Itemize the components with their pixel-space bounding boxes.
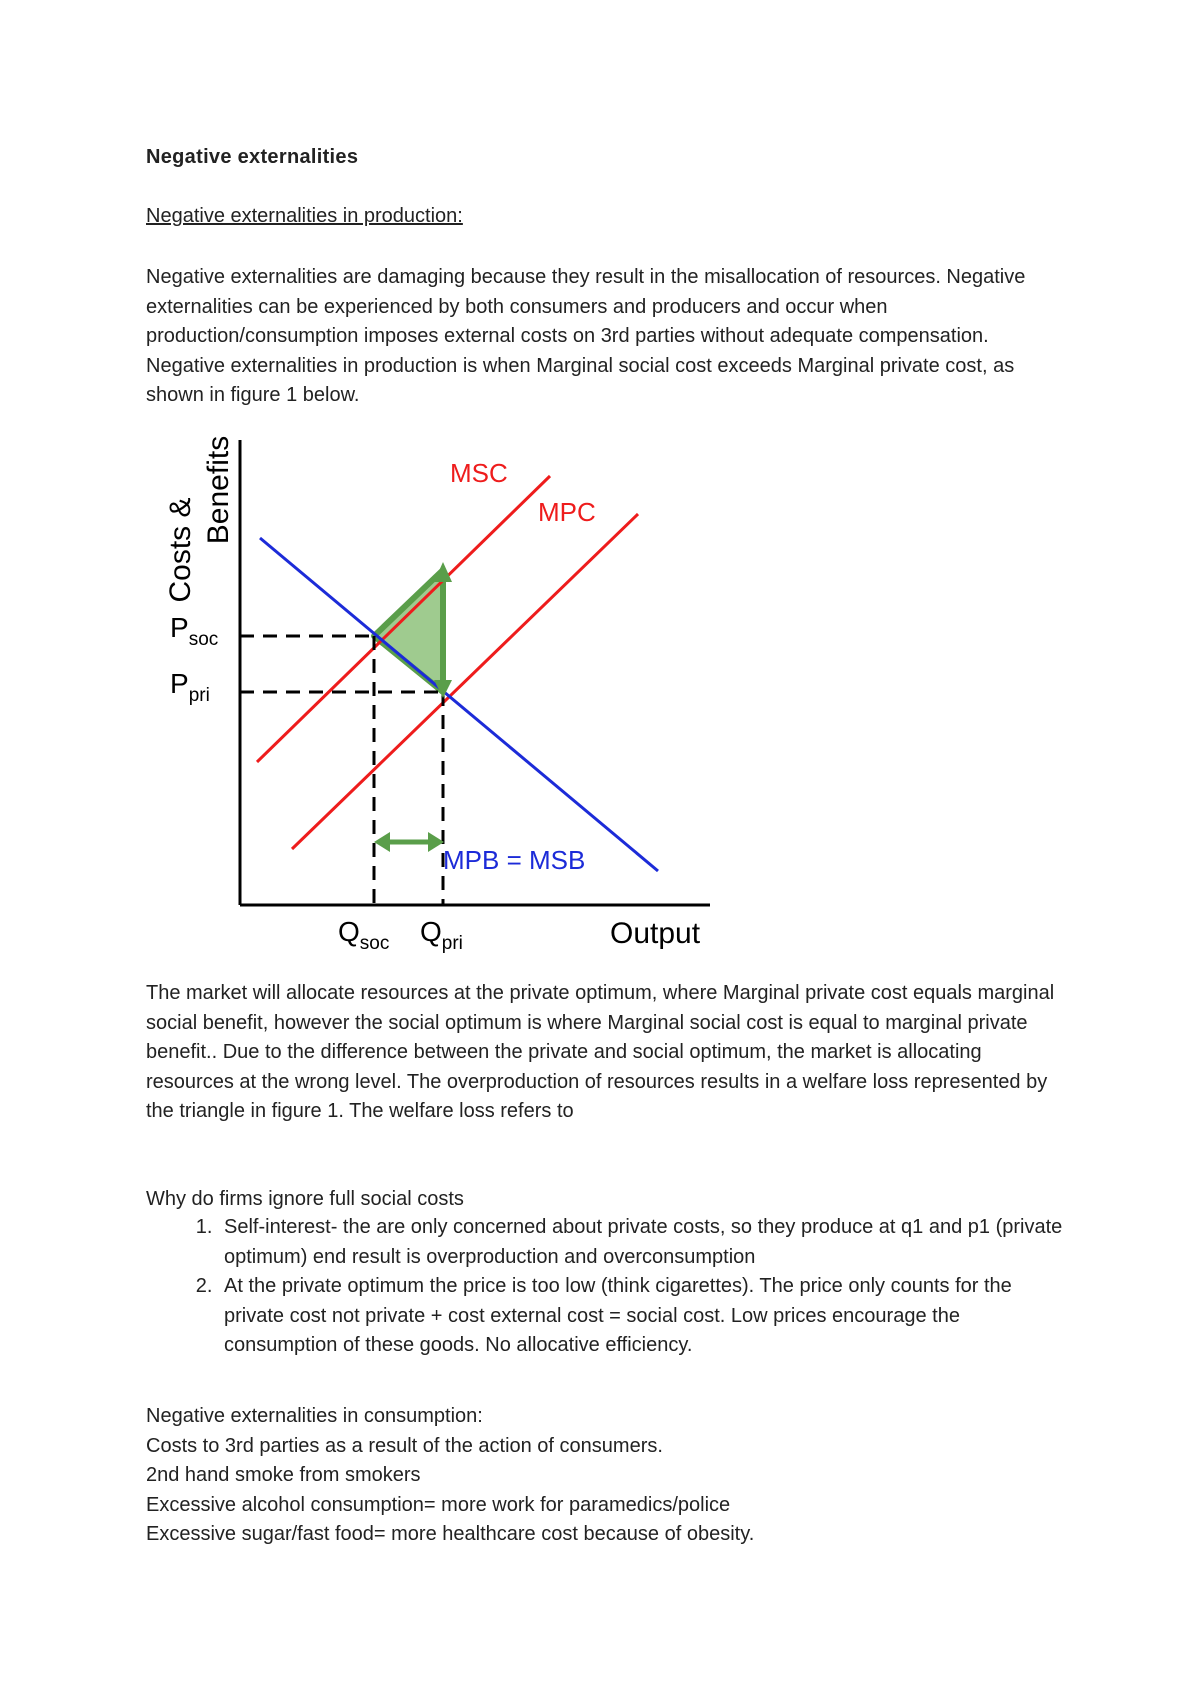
welfare-loss-triangle [374,570,443,692]
y-axis-label-line2: Benefits [202,435,235,545]
externality-diagram [160,430,730,970]
intro-paragraph: Negative externalities are damaging because they result in the misallocation of resources. Negative externalities can be experienced by both consumers and producers and occur when production/consumption imposes external costs on 3rd parties without adequate compensation. Negative externalities in production is when Marginal social cost exceeds Marginal private cost, as shown in figure 1 below. [146,266,1026,406]
consumption-line: Costs to 3rd parties as a result of the action of consumers. [146,1434,663,1457]
list-item: 2. At the private optimum the price is too low (think cigarettes). The price only counts for the private cost not private + cost external cost = social cost. Low prices encourage the consumption of these goods. No allocative efficiency. [218,1272,1068,1361]
page-title: Negative externalities [146,146,359,168]
reasons-list [146,1213,1068,1361]
p-soc-label: $P_{soc}$ [170,612,219,650]
p-pri-label: $P_{pri}$ [170,668,210,706]
y-axis-label-line1: Costs & [164,497,197,603]
demand-label: MPB = MSB [443,845,586,875]
q-pri-label: $Q_{pri}$ [420,916,463,954]
list-item: 1. Self-interest- the are only concerned about private costs, so they produce at q1 and p1 (private optimum) end result is overproduction and overconsumption [218,1213,1068,1272]
consumption-line: Excessive sugar/fast food= more healthcare cost because of obesity. [146,1523,755,1545]
q-soc-label: $Q_{soc}$ [338,916,390,954]
consumption-heading: Negative externalities in consumption: [146,1405,483,1427]
overproduction-arrow-left [374,832,390,852]
msc-label: MSC [450,458,508,488]
x-axis-label: Output [610,917,701,950]
consumption-section [146,1402,1066,1550]
private-optimum-paragraph: The market will allocate resources at the private optimum, where Marginal private cost equals marginal social benefit, however the social optimum is where Marginal social cost is equal to marginal private benefit.. Due to the difference between the private and social optimum, the market is allocating resources at the wrong level. The overproduction of resources results in a welfare loss represented by the triangle in figure 1. The welfare loss refers to [146,982,1055,1122]
mpc-curve [292,514,638,849]
msc-curve [257,476,550,762]
section-subheading: Negative externalities in production: [146,205,463,227]
consumption-line: 2nd hand smoke from smokers [146,1464,421,1486]
why-heading: Why do firms ignore full social costs [146,1188,464,1210]
consumption-line: Excessive alcohol consumption= more work for paramedics/police [146,1493,731,1516]
mpc-label: MPC [538,497,596,527]
